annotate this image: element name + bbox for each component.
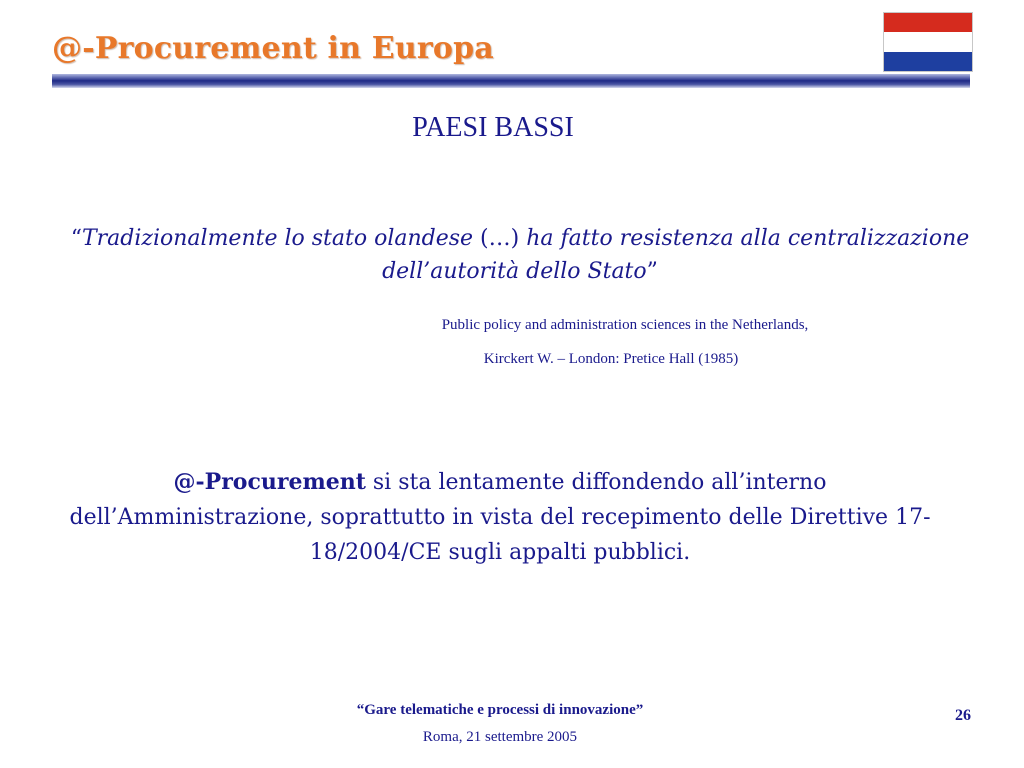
citation-line-1: Public policy and administration sciences in the Netherlands, — [441, 317, 809, 333]
quote-text-part2: ha fatto resistenza alla centralizzazione dell’autorità dello Stato — [382, 226, 970, 284]
body-paragraph — [50, 465, 950, 570]
slide-header-title: @-Procurement in Europa — [52, 31, 494, 66]
flag-stripe-white — [884, 32, 972, 51]
header-divider — [52, 74, 970, 88]
flag-stripe-blue — [884, 52, 972, 71]
footer-date: Roma, 21 settembre 2005 — [422, 729, 578, 745]
citation-line-2: Kirckert W. – London: Pretice Hall (1985) — [483, 351, 739, 367]
quote-ellipsis: (…) — [473, 226, 527, 251]
flag-stripe-red — [884, 13, 972, 32]
netherlands-flag-icon — [884, 13, 972, 71]
quote-block — [60, 222, 980, 288]
footer-title: “Gare telematiche e processi di innovazione” — [356, 702, 644, 718]
page-number: 26 — [955, 707, 971, 724]
quote-text-part1: Tradizionalmente lo stato olandese — [81, 226, 474, 251]
quote-open-mark: “ — [70, 226, 82, 251]
body-bold-term: @-Procurement — [173, 469, 366, 495]
body-text: si sta lentamente diffondendo all’interno dell’Amministrazione, soprattutto in vista del recepimento delle Direttive 17-18/2004/CE sugli appalti pubblici. — [69, 470, 931, 565]
slide-heading: PAESI BASSI — [412, 112, 574, 143]
quote-close-mark: ” — [646, 259, 658, 284]
